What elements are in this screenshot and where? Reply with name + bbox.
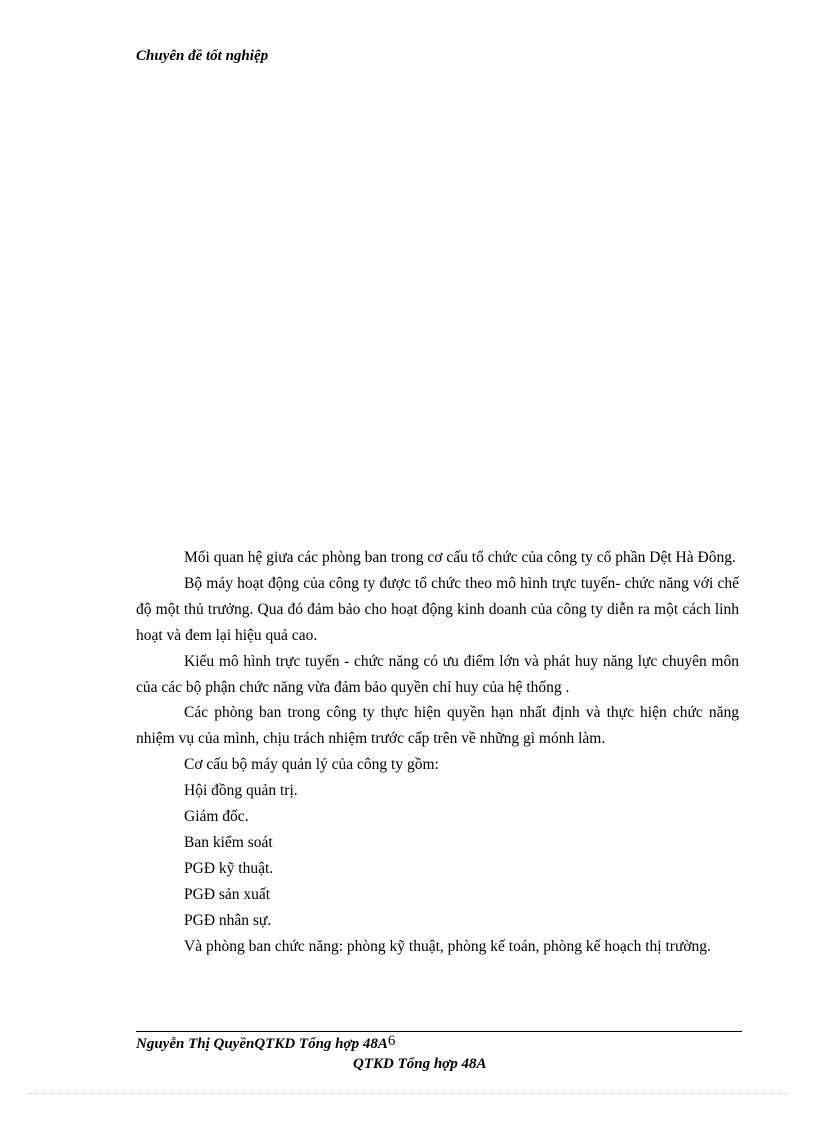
paragraph-functional-departments: Và phòng ban chức năng: phòng kỹ thuật, phòng kế toán, phòng kế hoạch thị trường. (184, 937, 711, 955)
paragraph-department-duties: Các phòng ban trong công ty thực hiện quyền hạn nhất định và thực hiện chức năng nhiệm vụ của mình, chịu trách nhiệm trước cấp trên về những gì mónh làm. (136, 704, 739, 748)
footer-author: Nguyễn Thị QuyềnQTKD Tổng hợp 48A (136, 1036, 388, 1052)
footer-divider (136, 1031, 742, 1032)
page-number: 6 (387, 1033, 396, 1049)
list-item: Giám đốc. (184, 808, 249, 826)
footer-author-line (136, 1033, 396, 1053)
footer-class-line: QTKD Tổng hợp 48A (353, 1056, 487, 1072)
list-item: Ban kiểm soát (184, 833, 273, 851)
paragraph-structure-intro: Cơ cấu bộ máy quản lý của công ty gồm: (184, 756, 439, 774)
paragraph-organization-model: Bộ máy hoạt động của công ty được tổ chức theo mô hình trực tuyến- chức năng với chế độ một thủ trưởng. Qua đó đảm bảo cho hoạt động kinh doanh của công ty diễn ra một cách linh hoạt và đem lại hiệu quả cao. (136, 574, 739, 644)
list-item: PGĐ kỹ thuật. (184, 859, 274, 877)
list-item: PGĐ nhân sự. (184, 911, 272, 929)
paragraph-relationship: Mối quan hệ giưa các phòng ban trong cơ cấu tổ chức của công ty cổ phần Dệt Hà Đông. (184, 549, 736, 566)
page-bottom-dotted-edge (28, 1093, 788, 1094)
paragraph-model-advantages: Kiểu mô hình trực tuyến - chức năng có ưu điểm lớn và phát huy năng lực chuyên môn của các bộ phận chức năng vừa đảm bảo quyền chỉ huy của hệ thống . (136, 652, 739, 696)
document-body (136, 545, 739, 960)
list-item: PGĐ sản xuất (184, 885, 271, 903)
list-item: Hội đồng quản trị. (184, 782, 298, 800)
page-header-title: Chuyên đề tốt nghiệp (136, 48, 269, 64)
